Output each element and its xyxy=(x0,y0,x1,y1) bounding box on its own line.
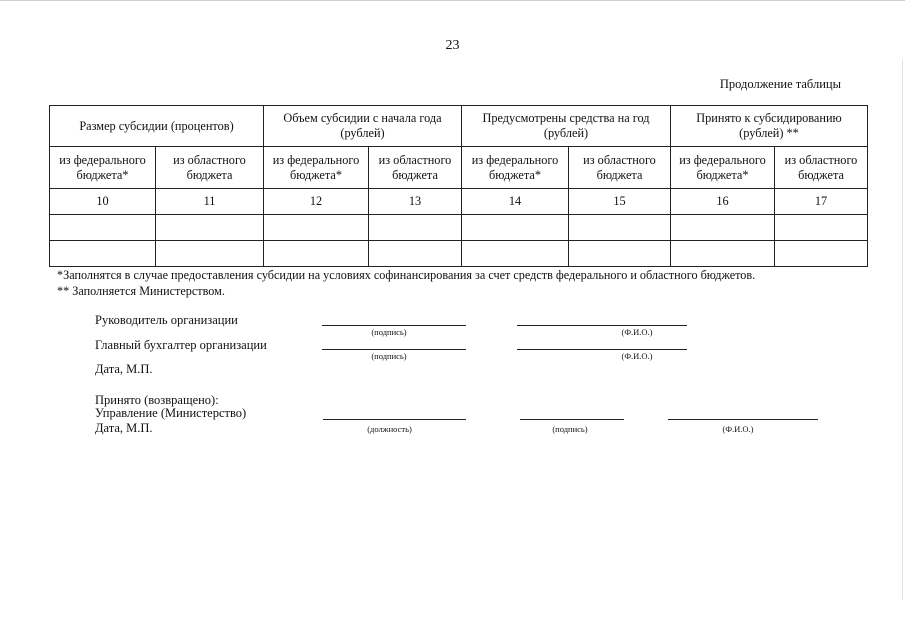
table-cell-empty[interactable] xyxy=(775,215,868,241)
head-name-line[interactable] xyxy=(517,325,687,326)
column-number: 17 xyxy=(775,189,868,215)
sub-header-federal: из федерального бюджета* xyxy=(671,147,775,189)
head-signature-caption: (подпись) xyxy=(371,327,407,337)
sub-header-regional: из областного бюджета xyxy=(775,147,868,189)
acceptance-name-line[interactable] xyxy=(668,419,818,420)
position-caption: (должность) xyxy=(367,424,412,434)
table-row xyxy=(50,215,868,241)
column-number: 16 xyxy=(671,189,775,215)
top-edge-line xyxy=(0,0,905,1)
page-number: 23 xyxy=(445,38,460,53)
table-cell-empty[interactable] xyxy=(671,215,775,241)
table-cell-empty[interactable] xyxy=(156,241,264,267)
table-cell-empty[interactable] xyxy=(369,241,462,267)
group-header-accepted: Принято к субсидированию (рублей) ** xyxy=(671,106,868,147)
table-cell-empty[interactable] xyxy=(369,215,462,241)
table-cell-empty[interactable] xyxy=(264,215,369,241)
table-cell-empty[interactable] xyxy=(50,215,156,241)
subsidy-table xyxy=(49,105,868,267)
accepted-returned-label: Принято (возвращено): xyxy=(95,393,219,407)
table-cell-empty[interactable] xyxy=(156,215,264,241)
table-cell-empty[interactable] xyxy=(775,241,868,267)
continuation-label: Продолжение таблицы xyxy=(719,77,841,91)
group-header-subsidy-percent: Размер субсидии (процентов) xyxy=(50,106,264,147)
column-number: 11 xyxy=(156,189,264,215)
table-cell-empty[interactable] xyxy=(671,241,775,267)
position-line[interactable] xyxy=(323,419,466,420)
footnote-ministry: ** Заполняется Министерством. xyxy=(57,284,225,298)
table-cell-empty[interactable] xyxy=(462,241,569,267)
sub-header-federal: из федерального бюджета* xyxy=(462,147,569,189)
department-ministry-label: Управление (Министерство) xyxy=(95,406,247,420)
column-number: 10 xyxy=(50,189,156,215)
accountant-signature-line[interactable] xyxy=(322,349,466,350)
table-cell-empty[interactable] xyxy=(50,241,156,267)
table-cell-empty[interactable] xyxy=(264,241,369,267)
sub-header-federal: из федерального бюджета* xyxy=(264,147,369,189)
group-header-planned-funds: Предусмотрены средства на год (рублей) xyxy=(462,106,671,147)
accountant-name-caption: (Ф.И.О.) xyxy=(621,351,653,361)
accountant-signature-caption: (подпись) xyxy=(371,351,407,361)
table-row xyxy=(50,241,868,267)
column-number: 15 xyxy=(569,189,671,215)
sub-header-federal: из федерального бюджета* xyxy=(50,147,156,189)
group-header-subsidy-volume: Объем субсидии с начала года (рублей) xyxy=(264,106,462,147)
table-cell-empty[interactable] xyxy=(569,241,671,267)
accountant-name-line[interactable] xyxy=(517,349,687,350)
acceptance-signature-line[interactable] xyxy=(520,419,624,420)
acceptance-name-caption: (Ф.И.О.) xyxy=(722,424,754,434)
head-of-organization-label: Руководитель организации xyxy=(95,313,238,327)
column-number: 14 xyxy=(462,189,569,215)
table-cell-empty[interactable] xyxy=(462,215,569,241)
table-sub-header-row xyxy=(50,147,868,189)
date-stamp-label: Дата, М.П. xyxy=(95,362,153,376)
column-number: 13 xyxy=(369,189,462,215)
table-cell-empty[interactable] xyxy=(569,215,671,241)
sub-header-regional: из областного бюджета xyxy=(369,147,462,189)
footnote-cofinancing: *Заполнятся в случае предоставления субсидии на условиях софинансирования за счет средств федерального и областного бюджетов. xyxy=(57,268,756,282)
acceptance-signature-caption: (подпись) xyxy=(552,424,588,434)
acceptance-date-label: Дата, М.П. xyxy=(95,421,153,435)
column-number-row xyxy=(50,189,868,215)
chief-accountant-label: Главный бухгалтер организации xyxy=(95,338,267,352)
head-signature-line[interactable] xyxy=(322,325,466,326)
sub-header-regional: из областного бюджета xyxy=(569,147,671,189)
right-edge-line xyxy=(902,60,903,600)
column-number: 12 xyxy=(264,189,369,215)
head-name-caption: (Ф.И.О.) xyxy=(621,327,653,337)
table-group-header-row xyxy=(50,106,868,147)
sub-header-regional: из областного бюджета xyxy=(156,147,264,189)
